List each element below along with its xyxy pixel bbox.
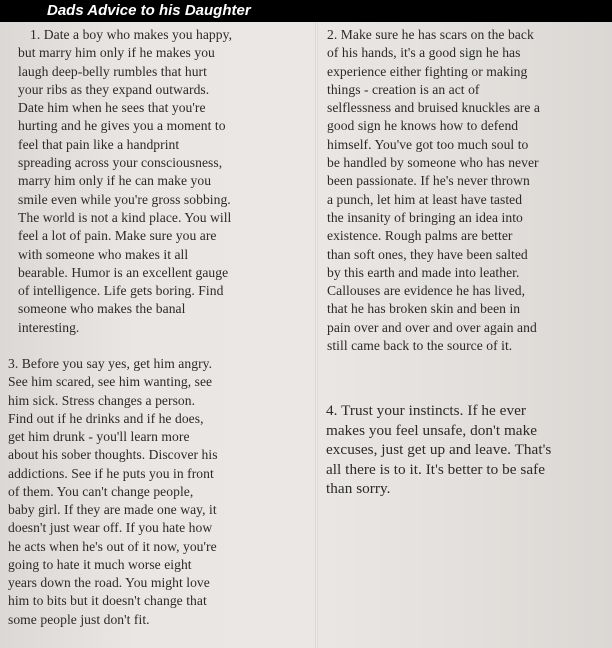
paragraph-line: of his hands, it's a good sign he has xyxy=(327,45,521,61)
advice-paragraph-3 xyxy=(8,355,218,629)
paragraph-line: than sorry. xyxy=(326,480,391,498)
paragraph-line: See him scared, see him wanting, see xyxy=(8,374,213,390)
paragraph-line: that he has broken skin and been in xyxy=(327,301,521,317)
paragraph-line: the insanity of bringing an idea into xyxy=(327,209,523,225)
paragraph-line: pain over and over and over again and xyxy=(327,319,537,335)
paragraph-line: all there is to it. It's better to be safe xyxy=(326,460,546,478)
paragraph-line: him sick. Stress changes a person. xyxy=(8,392,196,408)
advice-paragraph-1 xyxy=(18,26,232,337)
paragraph-line: smile even while you're gross sobbing. xyxy=(18,191,231,207)
paragraph-line: Date him when he sees that you're xyxy=(18,100,206,116)
paragraph-line: hurting and he gives you a moment to xyxy=(18,118,226,134)
column-divider xyxy=(315,22,318,648)
title-bar xyxy=(0,0,612,22)
paragraph-line: things - creation is an act of xyxy=(327,81,480,97)
paragraph-line: going to hate it much worse eight xyxy=(8,556,192,572)
paragraph-line: laugh deep-belly rumbles that hurt xyxy=(18,63,207,79)
paragraph-line: feel that pain like a handprint xyxy=(18,136,180,152)
advice-paragraph-4 xyxy=(326,401,551,499)
paragraph-line: someone who makes the banal xyxy=(18,301,186,317)
paragraph-line: marry him only if he can make you xyxy=(18,173,212,189)
paragraph-line: be handled by someone who has never xyxy=(327,155,539,171)
paragraph-line: some people just don't fit. xyxy=(8,611,150,627)
paragraph-line: 3. Before you say yes, get him angry. xyxy=(8,356,213,371)
paragraph-line: a punch, let him at least have tasted xyxy=(327,191,523,207)
paragraph-line: than soft ones, they have been salted xyxy=(327,246,528,262)
paragraph-line: years down the road. You might love xyxy=(8,575,210,590)
page-title: Dads Advice to his Daughter xyxy=(47,2,251,19)
paragraph-line: makes you feel unsafe, don't make xyxy=(326,421,538,439)
paragraph-line: Callouses are evidence he has lived, xyxy=(327,283,526,299)
paragraph-line: him to bits but it doesn't change that xyxy=(8,593,207,609)
paragraph-line: still came back to the source of it. xyxy=(327,338,513,354)
paragraph-line: himself. You've got too much soul to xyxy=(327,136,529,152)
paragraph-line: with someone who makes it all xyxy=(18,246,189,262)
paragraph-line: doesn't just wear off. If you hate how xyxy=(8,520,213,536)
paragraph-line: 4. Trust your instincts. If he ever xyxy=(326,402,527,419)
paragraph-line: baby girl. If they are made one way, it xyxy=(8,502,217,517)
paragraph-line: 1. Date a boy who makes you happy, xyxy=(30,27,233,42)
paragraph-line: 2. Make sure he has scars on the back xyxy=(327,27,534,42)
paragraph-line: he acts when he's out of it now, you're xyxy=(8,538,217,554)
paragraph-line: experience either fighting or making xyxy=(327,63,528,79)
paragraph-line: excuses, just get up and leave. That's xyxy=(326,441,552,459)
advice-paragraph-2 xyxy=(327,26,540,355)
paragraph-line: Find out if he drinks and if he does, xyxy=(8,410,204,426)
paragraph-line: feel a lot of pain. Make sure you are xyxy=(18,228,217,244)
paragraph-line: but marry him only if he makes you xyxy=(18,45,215,61)
paragraph-line: your ribs as they expand outwards. xyxy=(18,81,210,97)
paragraph-line: about his sober thoughts. Discover his xyxy=(8,447,218,463)
paragraph-line: bearable. Humor is an excellent gauge xyxy=(18,264,229,280)
paragraph-line: get him drunk - you'll learn more xyxy=(8,429,190,444)
paragraph-line: spreading across your consciousness, xyxy=(18,155,223,171)
paragraph-line: interesting. xyxy=(18,319,80,335)
paragraph-line: by this earth and made into leather. xyxy=(327,264,520,280)
paragraph-line: existence. Rough palms are better xyxy=(327,228,513,244)
paragraph-line: The world is not a kind place. You will xyxy=(18,209,232,225)
paragraph-line: addictions. See if he puts you in front xyxy=(8,465,214,481)
paragraph-line: good sign he knows how to defend xyxy=(327,118,519,134)
paragraph-line: of intelligence. Life gets boring. Find xyxy=(18,283,224,299)
paragraph-line: of them. You can't change people, xyxy=(8,483,194,499)
paragraph-line: selflessness and bruised knuckles are a xyxy=(327,100,540,116)
paragraph-line: been passionate. If he's never thrown xyxy=(327,173,530,189)
